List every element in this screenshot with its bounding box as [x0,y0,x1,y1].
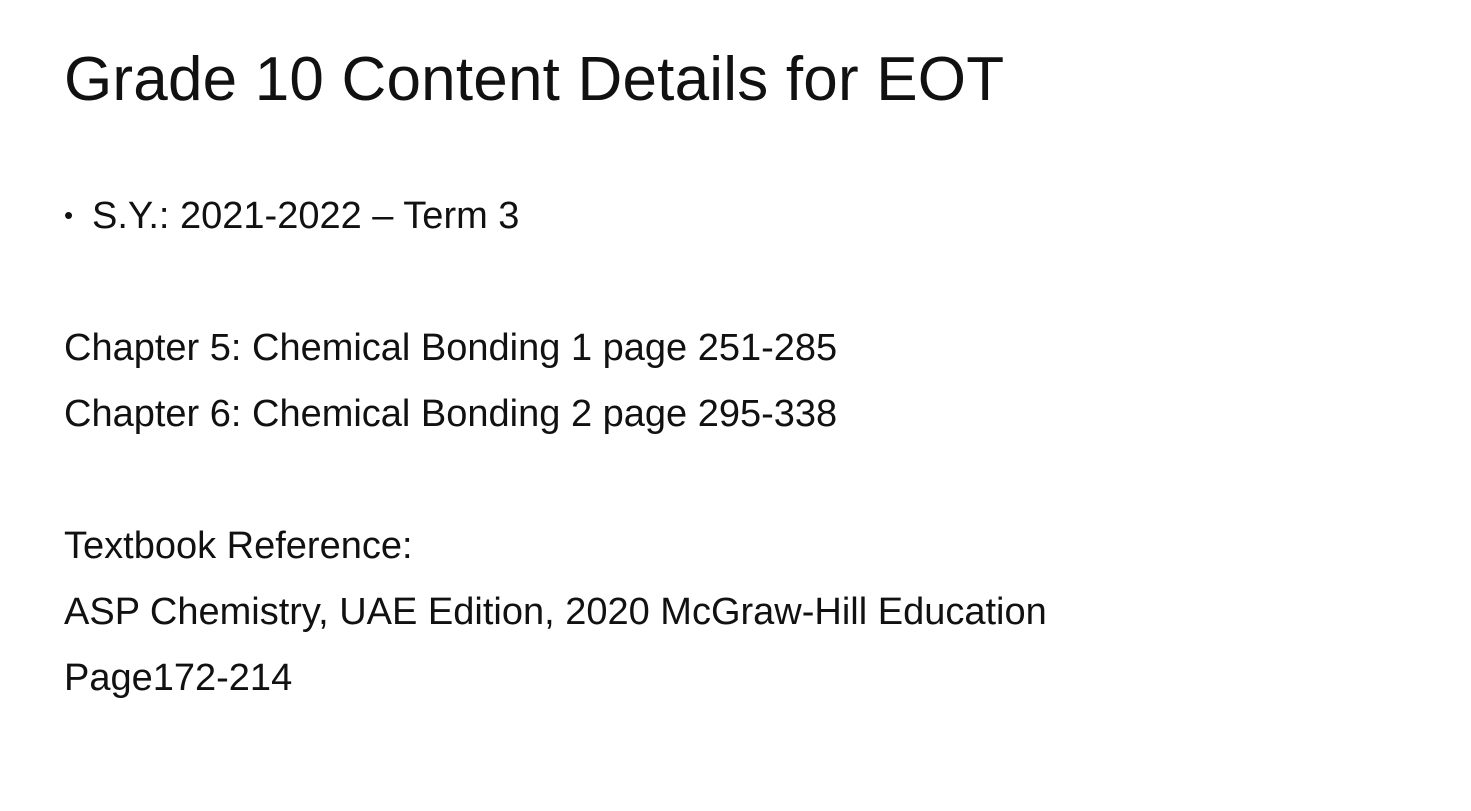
bullet-icon: • [64,200,74,230]
bullet-item [64,194,519,240]
reference-pages: Page172-214 [64,657,293,699]
chapter-6-line: Chapter 6: Chemical Bonding 2 page 295-338 [64,393,838,435]
chapter-5-line: Chapter 5: Chemical Bonding 1 page 251-285 [64,327,838,369]
school-year-text: S.Y.: 2021-2022 – Term 3 [92,195,520,237]
reference-heading: Textbook Reference: [64,525,413,567]
slide-title: Grade 10 Content Details for EOT [64,45,1005,114]
reference-book: ASP Chemistry, UAE Edition, 2020 McGraw-Hill Education [64,591,1047,633]
